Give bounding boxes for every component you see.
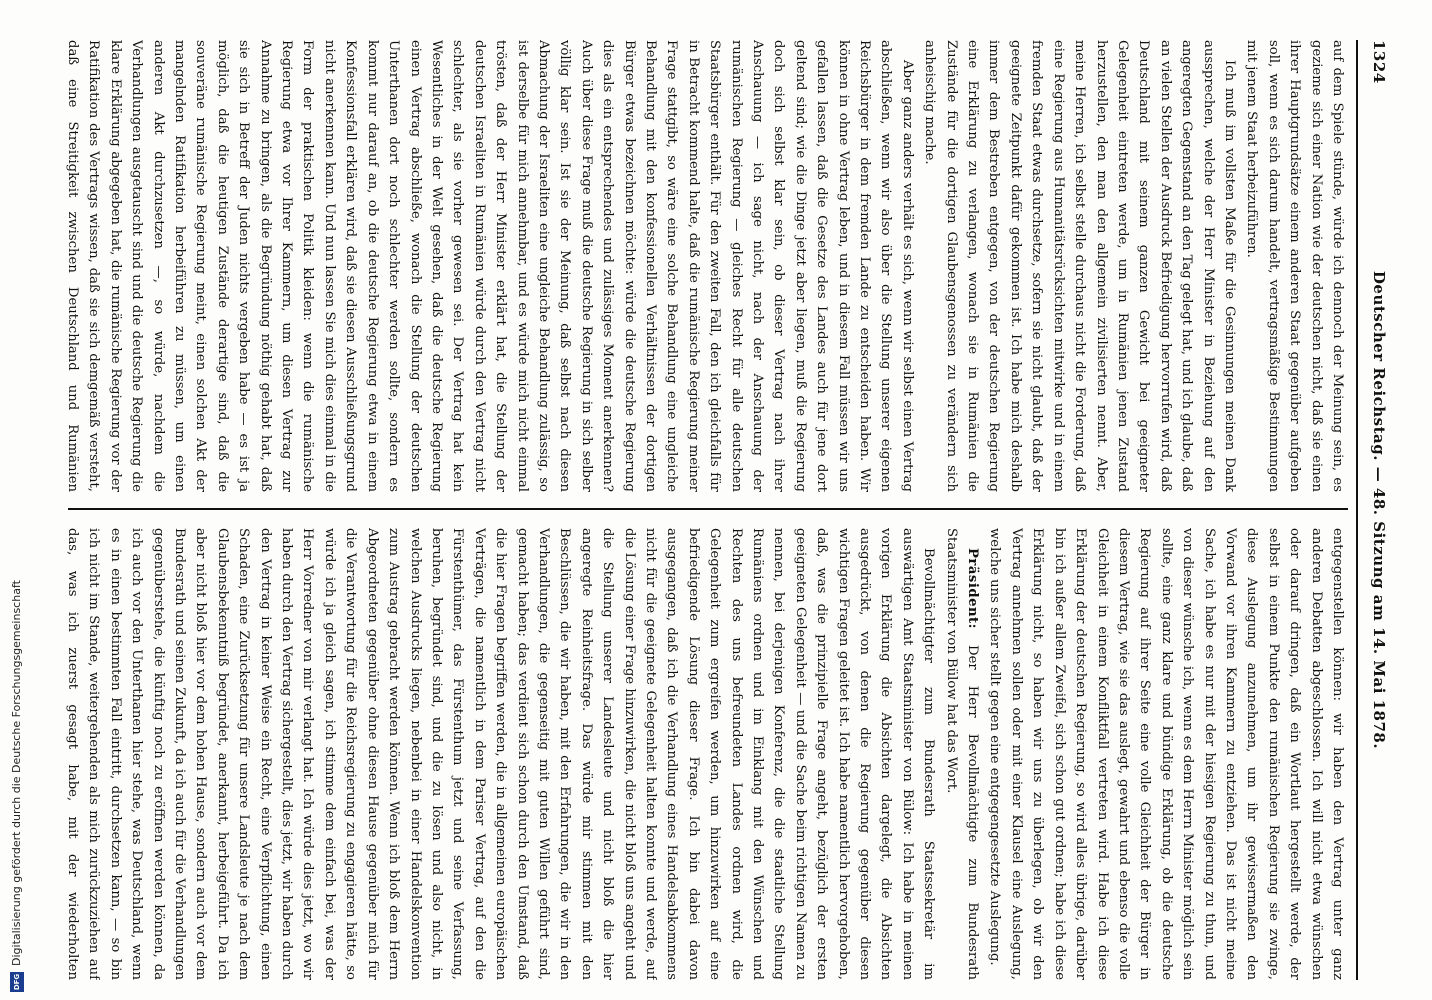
header-rule bbox=[1356, 40, 1358, 980]
paragraph: auf dem Spiele stünde, würde ich dennoch der Meinung sein, es gezieme sich einer Nation wie der deutschen nicht, daß sie einen ihrer Hauptgrundsätze einem anderen Staat gegenüber aufgeben soll, wenn es sich darum handelt, vertragsmäßige Bestimmungen mit jenem Staat herbeizuführen. bbox=[1244, 40, 1345, 492]
page-header bbox=[1362, 40, 1392, 980]
rotated-page-content bbox=[65, 40, 1392, 980]
speaker-name: Präsident: bbox=[965, 548, 981, 630]
page-title: Deutscher Reichstag. — 48. Sitzung am 14. Mai 1878. bbox=[1370, 270, 1388, 750]
paragraph: entgegenstellen können: wir haben den Vertrag unter ganz anderen Debatten abgeschlossen. Ich will nicht etwa wünschen oder darauf dringen, daß ein Wortlaut hergestellt werde, der selbst in einem Punkte den rumänischen Regierung sie zwinge, diese Auslegung anzunehmen, um ihr gewissermaßen den Vorwand vor ihren Kammern zu entziehen. Das ist nicht meine Sache, ich habe es nur mit der hiesigen Regierung zu thun, und von dieser wünsche ich, wenn es dem Herrn Minister möglich sein sollte, eine ganz klare und bündige Erklärung, ob die deutsche Regierung auf ihrer Seite eine volle Gleichheit der Bürger in diesem Vertrag, wie sie das auslegt, gewahrt und ebenso die volle Gleichheit in einem Konfliktfall vertreten wird. Habe ich diese Erklärung der deutschen Regierung, so wird alles übrige, darüber bin ich außer allem Zweifel, sich schon gut ordnen; habe ich diese Erklärung nicht, so haben wir uns zu überlegen, ob wir den Vertrag annehmen sollen oder mit einer Klausel eine Auslegung, welche uns sicher stellt gegen eine entgegengesetzte Auslegung. bbox=[987, 528, 1345, 980]
footer-credit: Digitalisierung gefördert durch die Deutsche Forschungsgemeinschaft bbox=[10, 580, 23, 966]
footer-line bbox=[6, 32, 30, 992]
right-column bbox=[58, 528, 1348, 980]
footer bbox=[2, 0, 28, 1000]
column-divider bbox=[68, 508, 1348, 510]
left-column bbox=[58, 40, 1348, 492]
paragraph: Aber ganz anders verhält es sich, wenn wir selbst einen Vertrag abschließen, wenn wir also über die Stellung unserer eigenen Reichsbürger in dem fremden Lande zu entscheiden haben. Wir können in ohne Vertrag leben, und in diesem Fall müssen wir uns gefallen lassen, daß die Gesetze des Landes auch für jene dort geltend sind; wie die Dinge jetzt aber liegen, muß die Regierung doch sich selbst klar sein, ob dieser Vertrag nach ihrer Anschauung — ich sage nicht, nach der Anschauung der rumänischen Regierung — gleiches Recht für alle deutschen Staatsbürger enthält. Für den zweiten Fall, den ich gleichfalls für in Betracht kommend halte, daß die rumänische Regierung meiner Frage stattgibt, so wäre eine solche Behandlung eine ungleiche Behandlung mit den konfessionellen Verhältnissen der dortigen Bürger etwas bezeichnen möchte: würde die deutsche Regierung dies als ein entsprechendes und zulässiges Moment anerkennen? Auch über diese Frage muß die deutsche Regierung in sich selber völlig klar sein. Ist sie der Meinung, daß selbst nach diesen Abmachung der Israeliten eine ungleiche Behandlung zulässig, so ist derselbe für mich annehmbar, und es würde mich nicht einmal trösten, daß der Herr Minister erklärt hat, die Stellung der deutschen Israeliten in Rumänien würde durch den Vertrag nicht schlechter, als sie vorher gewesen sei. Der Vertrag hat kein Wesentliches in der Welt gesehen, daß die deutsche Regierung einen Vertrag abschließe, wonach die Stellung der deutschen Unterthanen dort noch schlechter werden sollte, sondern es kommt nur darauf an, ob die deutsche Regierung etwa in einem Konfessionsfall erklären wird, daß sie diesen Ausschließungsgrund nicht anerkennen kann. Und nun lassen Sie mich dies einmal in die Form der praktischen Politik kleiden: wenn die rumänische Regierung etwa vor Ihrer Kammern, um diesen Vertrag zur Annahme zu bringen, als die Begründung nöthig gehabt hat, daß sie sich in Betreff der Juden nichts vergeben habe — es ist ja möglich, daß die heutigen Zustände derartige sind, daß die souveräne rumänische Regierung meint, einen solchen Akt der mangelnden Ratifikation herbeiführen zu müssen, um einen anderen Akt durchzusetzen —, so würde, nachdem die Verhandlungen ausgetauscht sind und die deutsche Regierung die klare Erklärung abgegeben hat, die rumänische Regierung vor der Ratifikation des Vertrags wissen, daß sie sich demgemäß versteht, daß eine Streitigkeit zwischen Deutschland und Rumänien bbox=[65, 40, 915, 492]
paragraph: Bevollmächtigter zum Bundesrath Staatssekretär im auswärtigen Amt Staatsminister von Bülow: Ich habe in meinen vorigen Erklärung die Absichten dargelegt, die Absichten ausgedrückt, von denen die Regierung gegenüber diesen wichtigen Fragen geleitet ist. Ich habe namentlich hervorgehoben, daß, was die prinzipielle Frage angeht, bezüglich der ersten geeigneten Gelegenheit — und die Sache beim richtigen Namen zu nennen, bei derjenigen Konferenz, die die staatliche Stellung Rumäniens ordnen und im Einklang mit den Wünschen und Rechten des uns befreundeten Landes ordnen wird, die Gelegenheit zum ergreifen werden, um hinzuwirken auf eine befriedigende Lösung dieser Frage. Ich bin dabei davon ausgegangen, daß ich die Verhandlung eines Handelsabkommens nicht für die geeignete Gelegenheit halten konnte und werde, auf die Lösung einer Frage hinzuwirken, die nicht bloß uns angeht und die Stellung unserer Landesleute und nicht bloß die hier angeregte Reinheitsfrage. Das würde mir stimmen mit den Beschlüssen, die wir haben, mit den Erfahrungen, die wir in den Verhandlungen, die gegenseitig mit guten Willen geführt sind, gemacht haben; das verdient sich schon durch den Umstand, daß die hier Fragen begriffen werden, die in allgemeinen europäischen Verträgen, die namentlich in dem Pariser Vertrag, auf den die Fürstenthümer, das Fürstenthum jetzt und seine Verfassung, beruhen, begründet sind, und die zu lösen und also nicht, in welchen Ausdrucks liegen, nebenbei in einer Handelskonvention zum Austrag gebracht werden können. Wenn ich bloß dem Herrn Abgeordneten gegenüber ohne diesen Hause gegenüber mich für die Verantwortung für die Reichsregierung zu engagieren hätte, so würde ich ja gleich sagen, ich stimme dem einfach bei, was der Herr Vorredner von mir verlangt hat. Ich würde dies jetzt, wo wir haben durch den Vertrag sichergestellt, dies jetzt, wir haben durch den Vertrag in keiner Weise ein Recht, eine Verpflichtung, einen Schaden, eine Zurücksetzung für unsere Landsleute je nach dem Glaubensbekenntniß begründet, anerkannt, herbeigeführt. Da ich aber nicht bloß hier vor dem hohen Hause, sondern auch vor dem Bundesrath und seinen Zukunft, da ich auch für die Verhandlungen gegenüberstehe, die künftig noch zu eröffnen werden können, da ich auch vor den Unterthanen hier stehe, was Deutschland, wenn es in einen bestimmten Fall eintritt, durchsetzen kann, — so bin ich nicht im Stande, weitergehenden als mich zurückzuziehen auf das, was ich zuerst gesagt habe, mit der wiederholten bbox=[65, 528, 937, 980]
dfg-logo-icon: DFG bbox=[10, 972, 24, 992]
paragraph: Ich muß im vollsten Maße für die Gesinnungen meinen Dank aussprechen, welche der Herr Minister in Beziehung auf den angeregten Gegenstand an den Tag gelegt hat, und ich glaube, daß an vielen Stellen der Ausdruck Befriedigung hervorrufen wird, daß Deutschland mit seinem ganzen Gewicht bei geeigneter Gelegenheit eintreten werde, um in Rumänien jenen Zustand herzustellen, den man den allgemein zivilisierten nennt. Aber, meine Herren, ich selbst stelle durchaus nicht die Forderung, daß eine Regierung aus Humanitätsrücksichten mitwirke und in einem fremden Staat etwas durchsetze, sofern sie nicht glaubt, daß der geeignete Zeitpunkt dafür gekommen ist. Ich habe mich deshalb immer dem Bestreben entgegen, von der deutschen Regierung eine Erklärung zu verlangen, wonach sie in Rumänien die Zustände für die dortigen Glaubensgenossen zu verändern sich anheischig mache. bbox=[922, 40, 1237, 492]
speaker-text: Der Herr Bevollmächtigte zum Bundesrath Staatsminister von Bülow hat das Wort. bbox=[943, 528, 981, 980]
speaker-paragraph bbox=[940, 528, 983, 980]
page-number: 1324 bbox=[1370, 40, 1388, 84]
